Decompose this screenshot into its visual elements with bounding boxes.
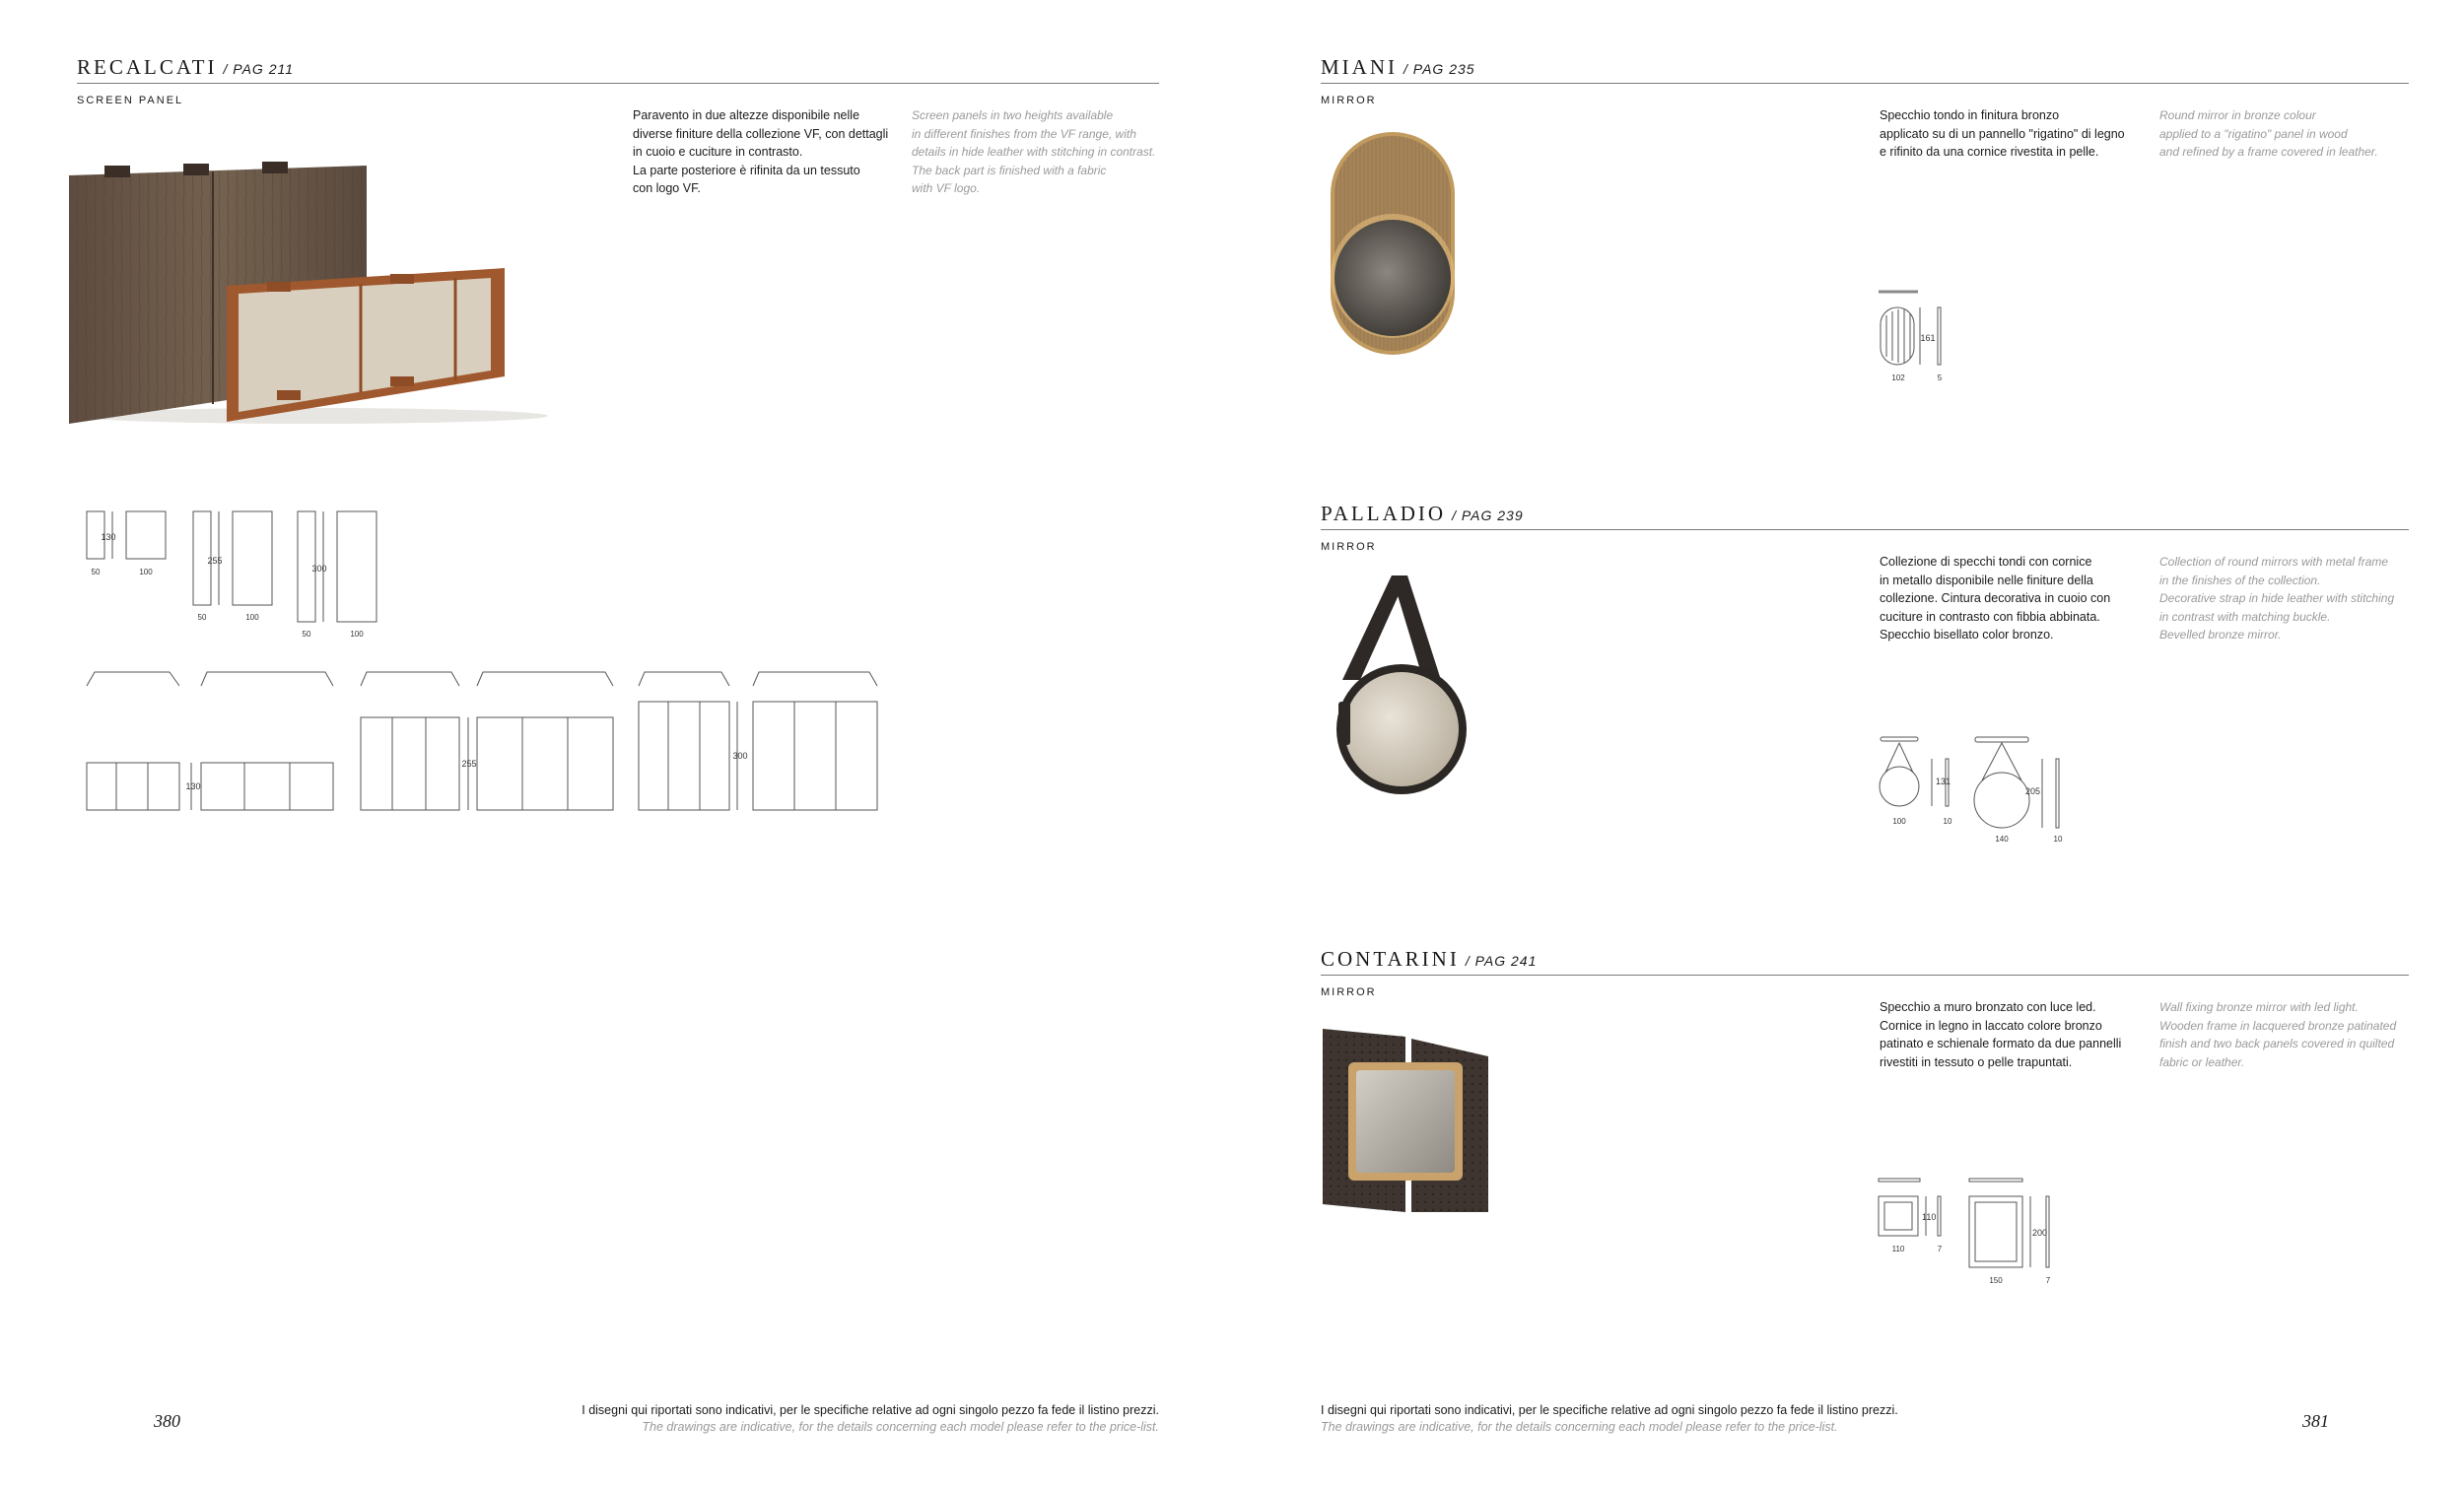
dim-width: 110	[1891, 1245, 1905, 1253]
dim-width: 100	[1892, 817, 1906, 826]
title-rule	[1321, 975, 2409, 976]
description-english: Collection of round mirrors with metal frame in the finishes of the collection. Decorative strap in hide leather with stitching in contrast with matching buckle. Bevelled bronze mirror.	[2159, 555, 2395, 642]
product-category: MIRROR	[1321, 541, 1377, 553]
description-italian: Specchio tondo in finitura bronzo applicato su di un pannello "rigatino" di legno e rifinito da una cornice rivestita in pelle.	[1880, 108, 2125, 159]
miani-product-image	[1327, 128, 1465, 365]
recalcati-panel-drawings	[79, 508, 414, 645]
dim-height: 200	[2032, 1228, 2048, 1238]
product-category: MIRROR	[1321, 986, 1377, 998]
dim-depth: 10	[1943, 817, 1952, 826]
dim-depth: 10	[2053, 835, 2063, 844]
dim-height: 205	[2025, 786, 2041, 796]
product-category: MIRROR	[1321, 95, 1377, 106]
dim-height-130: 130	[185, 781, 201, 791]
description-english: Round mirror in bronze colour applied to a "rigatino" panel in wood and refined by a frame covered in leather.	[2159, 108, 2378, 159]
page-reference: / PAG 211	[223, 61, 295, 77]
dim-height: 131	[1936, 777, 1951, 786]
page-reference: / PAG 239	[1452, 508, 1524, 523]
dim-height-255: 255	[461, 759, 477, 769]
dim-depth: 5	[1937, 373, 1943, 382]
product-title-contarini: CONTARINI / PAG 241	[1321, 947, 1538, 971]
product-category: SCREEN PANEL	[77, 95, 184, 106]
product-title-recalcati: RECALCATI / PAG 211	[77, 55, 295, 79]
contarini-product-image	[1319, 1025, 1496, 1222]
dim-depth: 7	[2045, 1276, 2051, 1285]
footer-disclaimer-english: The drawings are indicative, for the details concerning each model please refer to the price-list.	[642, 1420, 1159, 1434]
dim-height-300: 300	[732, 751, 748, 761]
dim-width: 150	[1989, 1276, 2003, 1285]
dim-width-50: 50	[91, 568, 101, 576]
dim-width: 140	[1995, 835, 2009, 844]
dim-height: 161	[1920, 333, 1936, 343]
dim-height-255: 255	[207, 556, 223, 566]
dim-height-300: 300	[311, 564, 327, 574]
dim-width-100: 100	[350, 630, 364, 639]
dim-width-50: 50	[302, 630, 311, 639]
dim-width-100: 100	[245, 613, 259, 622]
page-reference: / PAG 241	[1465, 953, 1538, 969]
page-number: 380	[154, 1411, 180, 1431]
recalcati-screen-drawings	[79, 660, 907, 828]
description-english: Screen panels in two heights available in different finishes from the VF range, with details in hide leather with stitching in contrast. The back part is finished with a fabric with VF logo.	[912, 108, 1156, 195]
footer-disclaimer-italian: I disegni qui riportati sono indicativi, per le specifiche relative ad ogni singolo pezzo fa fede il listino prezzi.	[1321, 1403, 1898, 1417]
dim-width-100: 100	[139, 568, 153, 576]
title-rule	[77, 83, 1159, 84]
product-title-miani: MIANI / PAG 235	[1321, 55, 1475, 79]
palladio-technical-drawing	[1873, 729, 2099, 847]
product-title-palladio: PALLADIO / PAG 239	[1321, 502, 1524, 525]
miani-technical-drawing	[1873, 286, 1981, 394]
description-italian: Paravento in due altezze disponibile nelle diverse finiture della collezione VF, con dettagli in cuoio e cuciture in contrasto. La parte posteriore è rifinita da un tessuto con logo VF.	[633, 108, 889, 195]
dim-width: 102	[1891, 373, 1905, 382]
description-english: Wall fixing bronze mirror with led light. Wooden frame in lacquered bronze patinated finish and two back panels covered in quilted fabric or leather.	[2159, 1000, 2397, 1069]
dim-width-50: 50	[197, 613, 207, 622]
dim-height-130: 130	[101, 532, 116, 542]
recalcati-product-image	[65, 158, 558, 434]
description-italian: Collezione di specchi tondi con cornice in metallo disponibile nelle finiture della collezione. Cintura decorativa in cuoio con cuciture in contrasto con fibbia abbinata. Specchio bisellato color bronzo.	[1880, 555, 2111, 642]
footer-disclaimer-italian: I disegni qui riportati sono indicativi, per le specifiche relative ad ogni singolo pezzo fa fede il listino prezzi.	[582, 1403, 1159, 1417]
footer-disclaimer-english: The drawings are indicative, for the details concerning each model please refer to the price-list.	[1321, 1420, 1838, 1434]
contarini-technical-drawing	[1873, 1175, 2089, 1293]
page-number: 381	[2302, 1411, 2329, 1431]
page-reference: / PAG 235	[1403, 61, 1475, 77]
palladio-product-image	[1331, 572, 1469, 828]
dim-height: 110	[1922, 1212, 1937, 1222]
description-italian: Specchio a muro bronzato con luce led. Cornice in legno in laccato colore bronzo patinato e schienale formato da due pannelli rivestiti in tessuto o pelle trapuntati.	[1880, 1000, 2122, 1069]
title-rule	[1321, 83, 2409, 84]
dim-depth: 7	[1937, 1245, 1943, 1253]
title-rule	[1321, 529, 2409, 530]
